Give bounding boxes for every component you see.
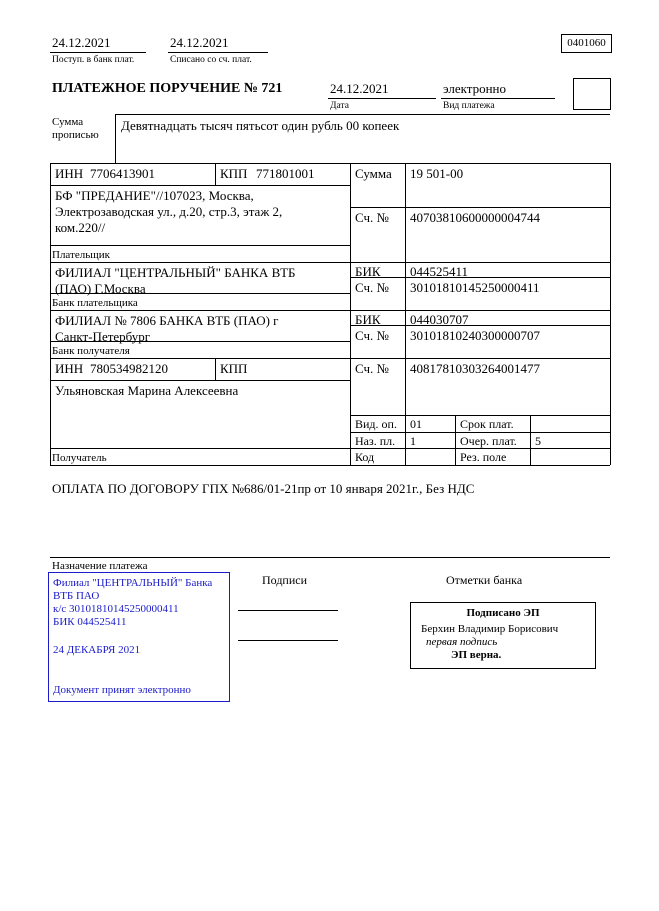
pay-order-label: Очер. плат. [460,434,517,448]
payer-kpp: 771801001 [256,166,315,181]
payee-section-label: Получатель [52,452,107,464]
table-line [610,163,611,465]
table-line [50,310,610,311]
payer-inn-label: ИНН [55,166,84,181]
table-line [50,185,350,186]
received-date-label: Поступ. в банк плат. [52,55,135,65]
bank-stamp-line-1: Филиал "ЦЕНТРАЛЬНЫЙ" Банка [53,577,213,589]
table-line [50,163,610,164]
payment-kind: электронно [443,81,507,96]
payee-bank-bik: 044030707 [410,312,469,327]
esignature-verified: ЭП верна. [451,649,502,661]
table-line [215,358,216,380]
payment-kind-label: Вид платежа [443,101,495,111]
table-line [50,358,610,359]
table-line [50,465,610,466]
table-line [350,415,610,416]
form-code-box [561,34,612,53]
table-line [50,262,610,263]
payee-bank-name: ФИЛИАЛ № 7806 БАНКА ВТБ (ПАО) г Санкт-Петербург [55,313,279,344]
payer-account-label: Сч. № [355,210,389,225]
payee-bank-account: 30101810240300000707 [410,328,540,343]
purpose-line [50,557,610,558]
pay-purpose-code-value: 1 [410,434,416,448]
payee-inn-label: ИНН [55,361,84,376]
payee-bank-bik-label: БИК [355,312,381,327]
document-date: 24.12.2021 [330,81,389,96]
bank-stamp-date: 24 ДЕКАБРЯ 2021 [53,644,141,656]
date-underline [328,98,436,99]
payer-account: 40703810600000004744 [410,210,540,225]
op-type-value: 01 [410,417,422,431]
purpose-section-label: Назначение платежа [52,560,148,572]
signature-line-1 [238,610,338,611]
payee-kpp-label: КПП [220,361,248,376]
amount-in-words: Девятнадцать тысяч пятьсот один рубль 00 копеек [121,118,400,133]
bank-stamp-line-2: ВТБ ПАО [53,590,100,602]
bank-stamp-line-3: к/с 30101810145250000411 [53,603,179,615]
table-line [350,163,351,465]
table-line [50,245,350,246]
document-title: ПЛАТЕЖНОЕ ПОРУЧЕНИЕ № 721 [52,81,283,96]
payer-bank-name: ФИЛИАЛ "ЦЕНТРАЛЬНЫЙ" БАНКА ВТБ (ПАО) Г.Москва [55,265,296,296]
reserve-field-label: Рез. поле [460,450,507,464]
bank-stamp-note: Документ принят электронно [53,684,191,696]
payee-name: Ульяновская Марина Алексеевна [55,383,239,398]
received-date-underline [50,52,146,53]
op-type-label: Вид. оп. [355,417,397,431]
payment-kind-underline [441,98,555,99]
payer-name: БФ "ПРЕДАНИЕ"//107023, Москва, Электрозаводская ул., д.20, стр.3, этаж 2, ком.220// [55,188,283,235]
esignature-signer: Берхин Владимир Борисович [421,623,559,635]
table-line [350,432,610,433]
amount-words-label: Сумма прописью [52,116,99,142]
payer-bank-section-label: Банк плательщика [52,297,138,309]
payer-bank-account-label: Сч. № [355,280,389,295]
debited-date-label: Списано со сч. плат. [170,55,252,65]
table-line [405,163,406,465]
esignature-title: Подписано ЭП [466,607,540,619]
debited-date-underline [168,52,268,53]
payer-bank-bik: 044525411 [410,264,469,279]
pay-order-value: 5 [535,434,541,448]
table-line [215,163,216,185]
pay-purpose-code-label: Наз. пл. [355,434,396,448]
signature-line-2 [238,640,338,641]
pay-term-label: Срок плат. [460,417,514,431]
payer-bank-bik-label: БИК [355,264,381,279]
payee-account-label: Сч. № [355,361,389,376]
table-line [350,277,610,278]
bank-stamp-line-4: БИК 044525411 [53,616,127,628]
payee-bank-account-label: Сч. № [355,328,389,343]
table-line [50,163,51,465]
payer-section-label: Плательщик [52,249,110,261]
code-label: Код [355,450,375,464]
amount-value: 19 501-00 [410,166,464,181]
date-label: Дата [330,101,349,111]
esignature-box [410,602,596,669]
table-line [455,415,456,465]
amount-box-left-line [115,114,116,163]
received-date: 24.12.2021 [52,35,111,50]
payee-inn: 780534982120 [90,361,168,376]
form-code: 0401060 [567,37,606,49]
table-line [530,415,531,465]
amount-label: Сумма [355,166,392,181]
debited-date: 24.12.2021 [170,35,229,50]
table-line [350,207,610,208]
signatures-label: Подписи [262,573,308,587]
amount-box-top-line [115,114,610,115]
table-line [50,448,610,449]
esignature-type: первая подпись [426,636,498,648]
payer-inn: 7706413901 [90,166,155,181]
payment-kind-code-box [573,78,611,110]
bank-marks-label: Отметки банка [446,573,523,587]
table-line [350,325,610,326]
payer-bank-account: 30101810145250000411 [410,280,540,295]
payee-bank-section-label: Банк получателя [52,345,130,357]
payer-kpp-label: КПП [220,166,248,181]
payee-account: 40817810303264001477 [410,361,540,376]
payment-purpose: ОПЛАТА ПО ДОГОВОРУ ГПХ №686/01-21пр от 10 января 2021г., Без НДС [52,481,475,496]
table-line [50,380,350,381]
